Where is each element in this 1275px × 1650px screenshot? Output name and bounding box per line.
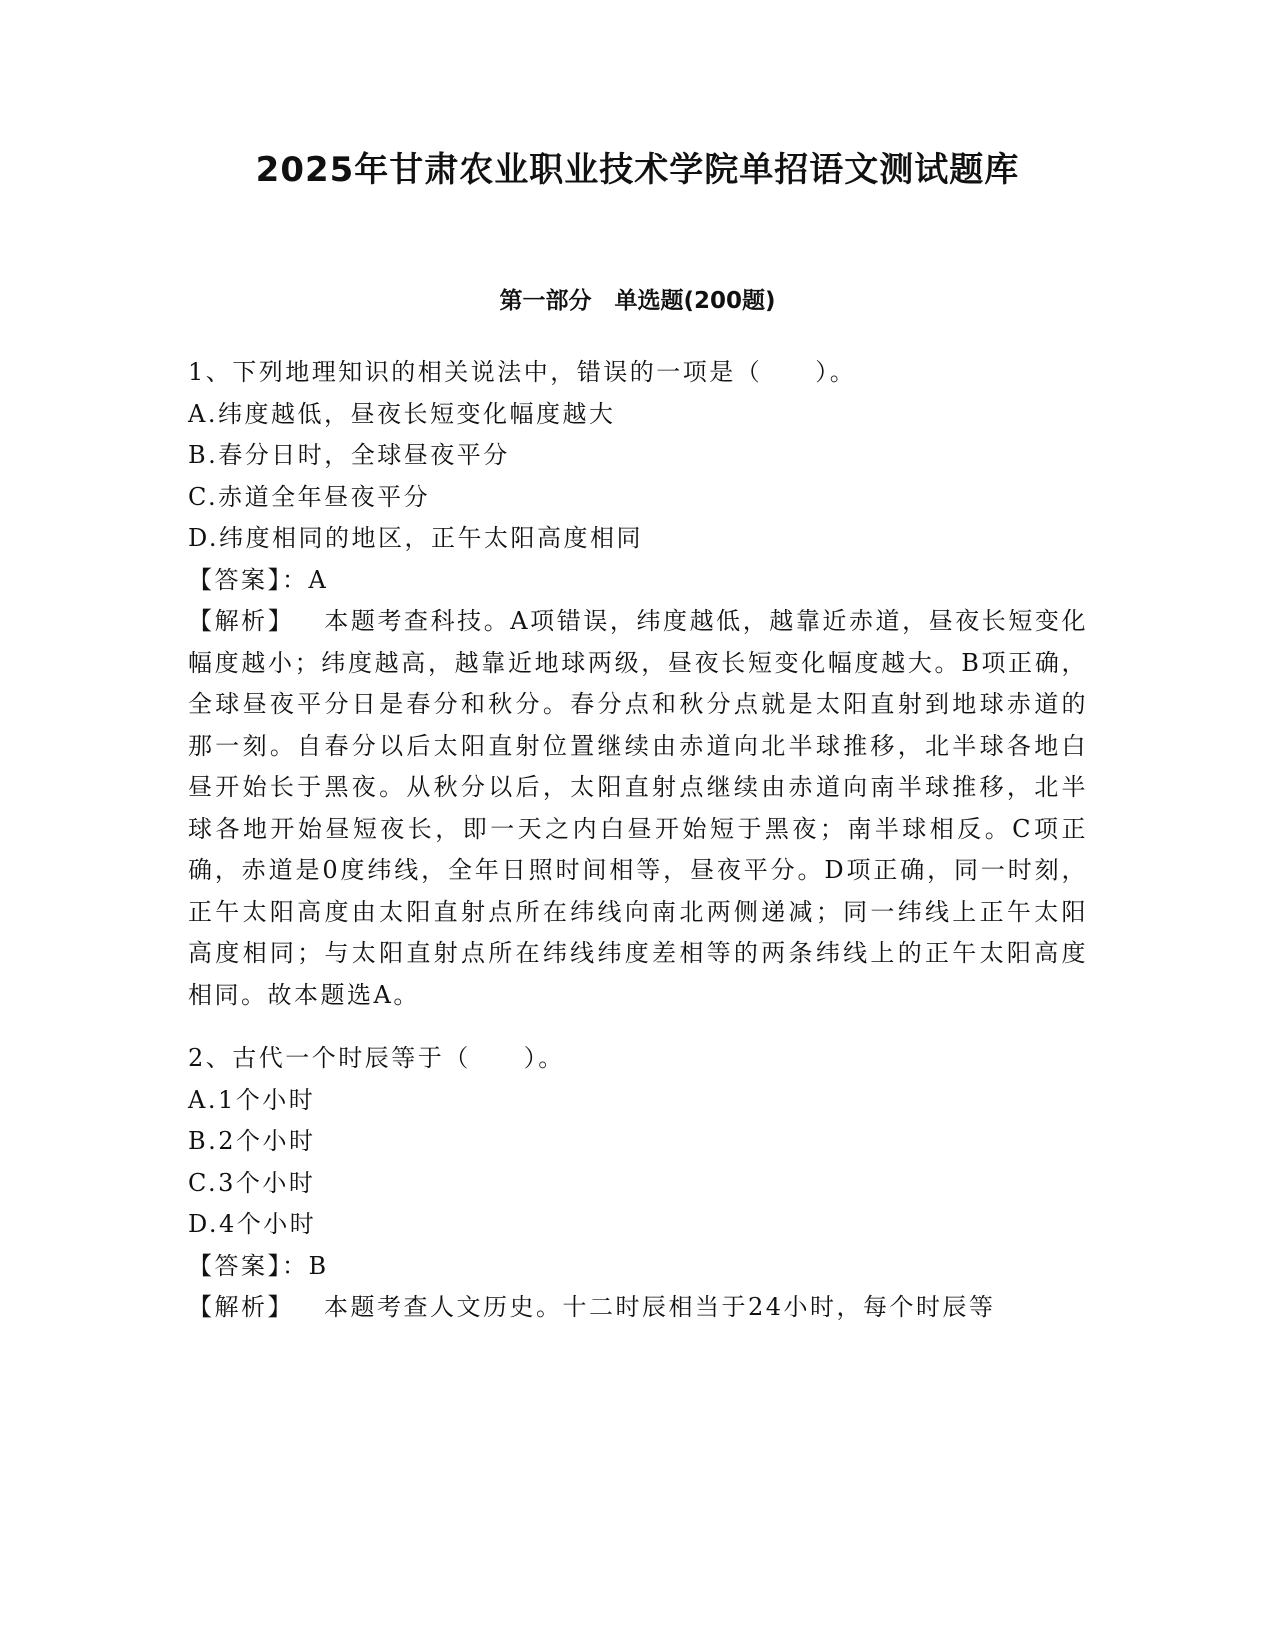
analysis-paragraph [188,601,1088,1016]
answer-line: 【答案】：A [188,565,329,594]
answer-line: 【答案】：B [188,1251,329,1280]
question-1 [188,352,1088,1016]
analysis-paragraph [188,1287,1088,1329]
analysis-text: 本题考查科技。A项错误，纬度越低，越靠近赤道，昼夜长短变化幅度越小；纬度越高，越靠近地球两级，昼夜长短变化幅度越大。B项正确，全球昼夜平分日是春分和秋分。春分点和秋分点就是太阳直射到地球赤道的那一刻。自春分以后太阳直射位置继续由赤道向北半球推移，北半球各地白昼开始长于黑夜。从秋分以后，太阳直射点继续由赤道向南半球推移，北半球各地开始昼短夜长，即一天之内白昼开始短于黑夜；南半球相反。C项正确，赤道是0度纬线，全年日照时间相等，昼夜平分。D项正确，同一时刻，正午太阳高度由太阳直射点所在纬线向南北两侧递减；同一纬线上正午太阳高度相同；与太阳直射点所在纬线纬度差相等的两条纬线上的正午太阳高度相同。故本题选A。 [188,607,1088,1009]
option-a: A.1个小时 [188,1085,316,1114]
option-d: D.4个小时 [188,1210,317,1238]
question-2 [188,1038,1088,1329]
analysis-tag: 【解析】 [188,1293,294,1321]
question-stem: 2、古代一个时辰等于（ ）。 [188,1044,565,1072]
option-c: C.赤道全年昼夜平分 [188,482,431,511]
section-heading: 第一部分 单选题(200题) [499,288,776,314]
option-a: A.纬度越低，昼夜长短变化幅度越大 [188,399,616,428]
analysis-tag: 【解析】 [188,607,295,635]
option-c: C.3个小时 [188,1168,316,1197]
document-title: 2025年甘肃农业职业技术学院单招语文测试题库 [255,150,1020,190]
option-b: B.2个小时 [188,1127,316,1155]
question-list [188,352,1088,1329]
option-b: B.春分日时，全球昼夜平分 [188,441,510,469]
analysis-text: 本题考查人文历史。十二时辰相当于24小时，每个时辰等 [324,1293,996,1321]
option-d: D.纬度相同的地区，正午太阳高度相同 [188,524,644,552]
question-stem: 1、下列地理知识的相关说法中，错误的一项是（ ）。 [188,358,857,386]
